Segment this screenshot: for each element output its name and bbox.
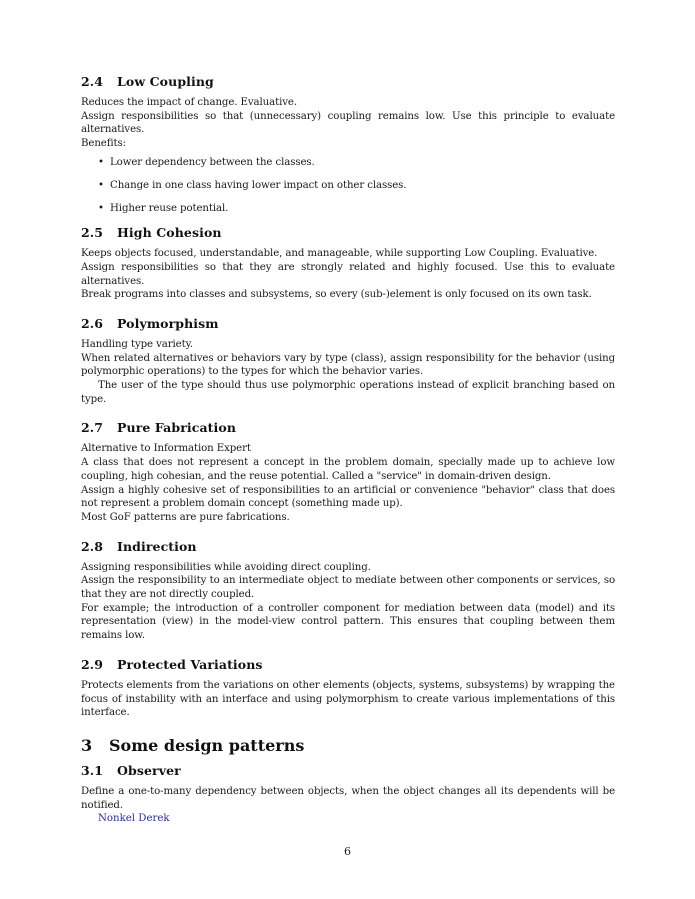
section-heading-2-7: 2.7 Pure Fabrication <box>81 420 237 436</box>
paragraph: When related alternatives or behaviors vary by type (class), assign responsibility for the behavior (using polymorphic operations) to the types for which the behavior varies. <box>81 352 615 378</box>
paragraph: Alternative to Information Expert <box>81 443 251 455</box>
section-heading-2-8: 2.8 Indirection <box>81 538 197 554</box>
paragraph: Assign the responsibility to an intermediate object to mediate between other components or services, so that they are not directly coupled. <box>81 575 615 601</box>
list-item: • Higher reuse potential. <box>100 202 615 216</box>
paragraph: Assign responsibilities so that (unnecessary) coupling remains low. Use this principle to evaluate alternatives. <box>81 110 615 136</box>
chapter-heading-3: 3 Some design patterns <box>81 735 305 755</box>
section-heading-2-6: 2.6 Polymorphism <box>81 315 219 331</box>
paragraph: Assign a highly cohesive set of responsibilities to an artificial or convenience "behavior" class that does not represent a problem domain concept (something made up). <box>81 484 615 510</box>
paragraph: Most GoF patterns are pure fabrications. <box>81 511 290 523</box>
paragraph: Break programs into classes and subsystems, so every (sub-)element is only focused on its own task. <box>81 289 592 301</box>
benefits-list <box>81 156 615 216</box>
list-item: • Lower dependency between the classes. <box>100 156 615 170</box>
paragraph: Assign responsibilities so that they are strongly related and highly focused. Use this to evaluate alternatives. <box>81 261 615 287</box>
list-item: • Change in one class having lower impact on other classes. <box>100 179 615 193</box>
paragraph: Reduces the impact of change. Evaluative. <box>81 97 297 108</box>
paragraph: The user of the type should thus use polymorphic operations instead of explicit branching based on type. <box>81 380 615 405</box>
page-number: 6 <box>344 845 351 858</box>
section-heading-2-4: 2.4 Low Coupling <box>81 74 214 89</box>
section-heading-3-1: 3.1 Observer <box>81 762 181 778</box>
paragraph: Keeps objects focused, understandable, and manageable, while supporting Low Coupling. Evaluative. <box>81 248 598 260</box>
section-heading-2-9: 2.9 Protected Variations <box>81 656 263 672</box>
paragraph: Define a one-to-many dependency between objects, when the object changes all its dependents will be notified. <box>81 785 615 811</box>
paragraph: Handling type variety. <box>81 338 194 350</box>
author-link[interactable]: Nonkel Derek <box>98 813 170 825</box>
page-content <box>81 74 615 826</box>
paragraph: Benefits: <box>81 138 126 150</box>
section-heading-2-5: 2.5 High Cohesion <box>81 225 222 241</box>
paragraph: A class that does not represent a concept in the problem domain, specially made up to achieve low coupling, high cohesian, and the reuse potential. Called a "service" in domain-driven design. <box>81 457 615 482</box>
paragraph: For example; the introduction of a controller component for mediation between data (model) and its representation (view) in the model-view control pattern. This ensures that coupling between them remains low. <box>81 602 615 642</box>
paragraph: Assigning responsibilities while avoiding direct coupling. <box>81 561 371 573</box>
paragraph: Protects elements from the variations on other elements (objects, systems, subsystems) by wrapping the focus of instability with an interface and using polymorphism to create various implementations of this interface. <box>81 679 615 719</box>
